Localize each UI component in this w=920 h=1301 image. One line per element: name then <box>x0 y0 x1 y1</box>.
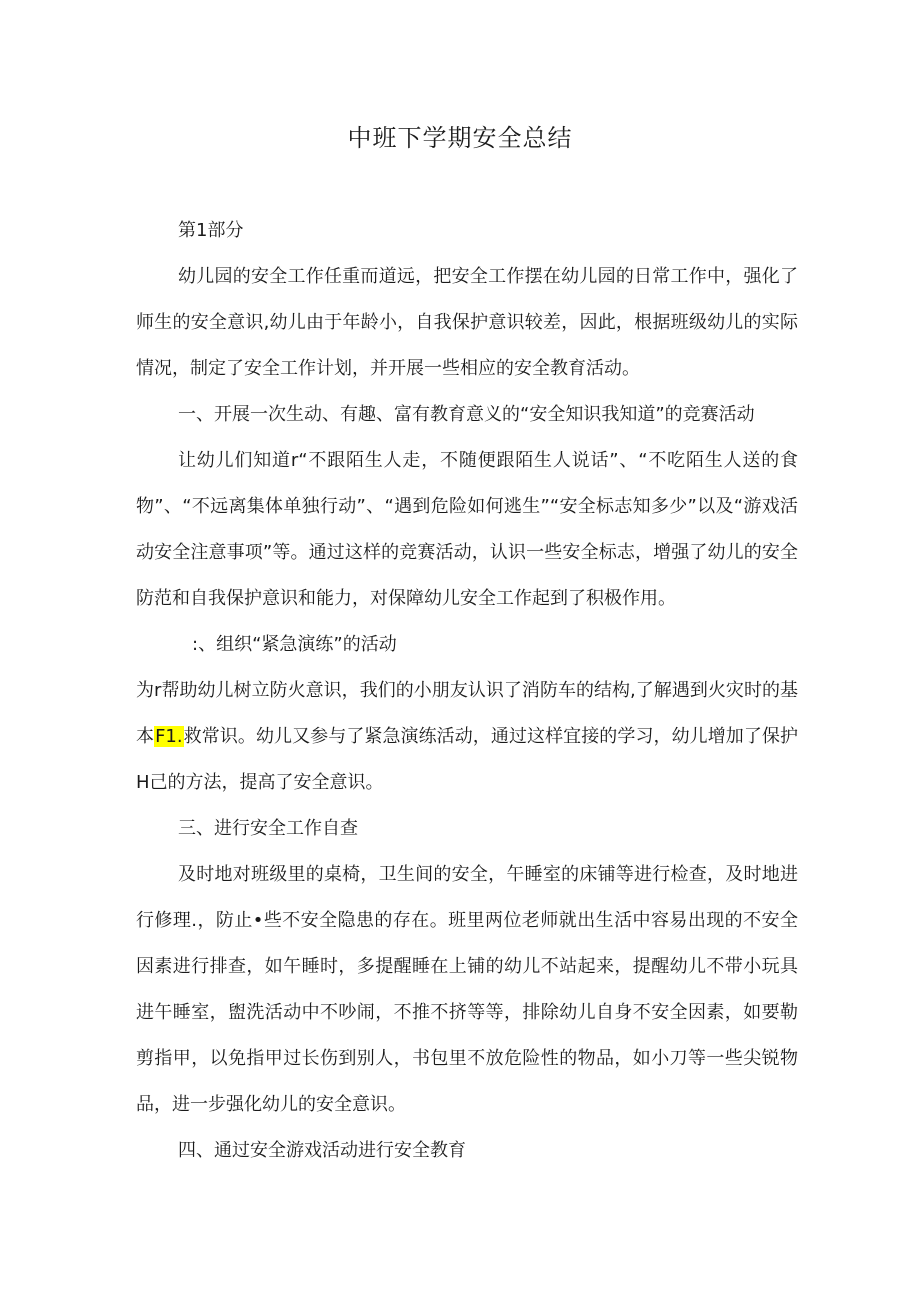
document-title: 中班下学期安全总结 <box>347 124 573 152</box>
section-1-heading: 一、开展一次生动、有趣、富有教育意义的“安全知识我知道”的竞赛活动 <box>178 404 755 425</box>
section-2-text-pre: 为r帮助幼儿树立防火意识，我们的小朋友认识了消防车的结构,了解遇到火灾时的基本 <box>136 680 798 747</box>
document-body <box>136 208 798 1174</box>
section-3-heading: 三、进行安全工作自查 <box>178 818 358 839</box>
section-2-text-post: 救常识。幼儿又参与了紧急演练活动，通过这样宜接的学习，幼儿增加了保护H己的方法，提高了安全意识。 <box>136 726 799 793</box>
section-3-paragraph: 及时地对班级里的桌椅，卫生间的安全，午睡室的床铺等进行检查，及时地进行修理.，防止•些不安全隐患的存在。班里两位老师就出生活中容易出现的不安全因素进行排查，如午睡时，多提醒睡在上铺的幼儿不站起来，提醒幼儿不带小玩具进午睡室，盥洗活动中不吵闹，不推不挤等等，排除幼儿自身不安全因素，如要勒剪指甲，以免指甲过长伤到别人，书包里不放危险性的物品，如小刀等一些尖锐物品，进一步强化幼儿的安全意识。 <box>136 864 798 1115</box>
section-4-heading: 四、通过安全游戏活动进行安全教育 <box>178 1140 466 1161</box>
section-2-paragraph <box>136 668 798 806</box>
section-2-heading: :、组织“紧急演练”的活动 <box>192 634 397 655</box>
section-1-paragraph: 让幼儿们知道r“不跟陌生人走，不随便跟陌生人说话”、“不吃陌生人送的食物”、“不远离集体单独行动”、“遇到危险如何逃生”“安全标志知多少”以及“游戏活动安全注意事项”等。通过这样的竞赛活动，认识一些安全标志，增强了幼儿的安全防范和自我保护意识和能力，对保障幼儿安全工作起到了积极作用。 <box>136 450 798 609</box>
intro-paragraph: 幼儿园的安全工作任重而道远，把安全工作摆在幼儿园的日常工作中，强化了师生的安全意识,幼儿由于年龄小，自我保护意识较差，因此，根据班级幼儿的实际情况，制定了安全工作计划，并开展一些相应的安全教育活动。 <box>136 266 798 379</box>
part-label: 第1部分 <box>178 220 244 241</box>
highlighted-text: F1. <box>155 726 183 747</box>
